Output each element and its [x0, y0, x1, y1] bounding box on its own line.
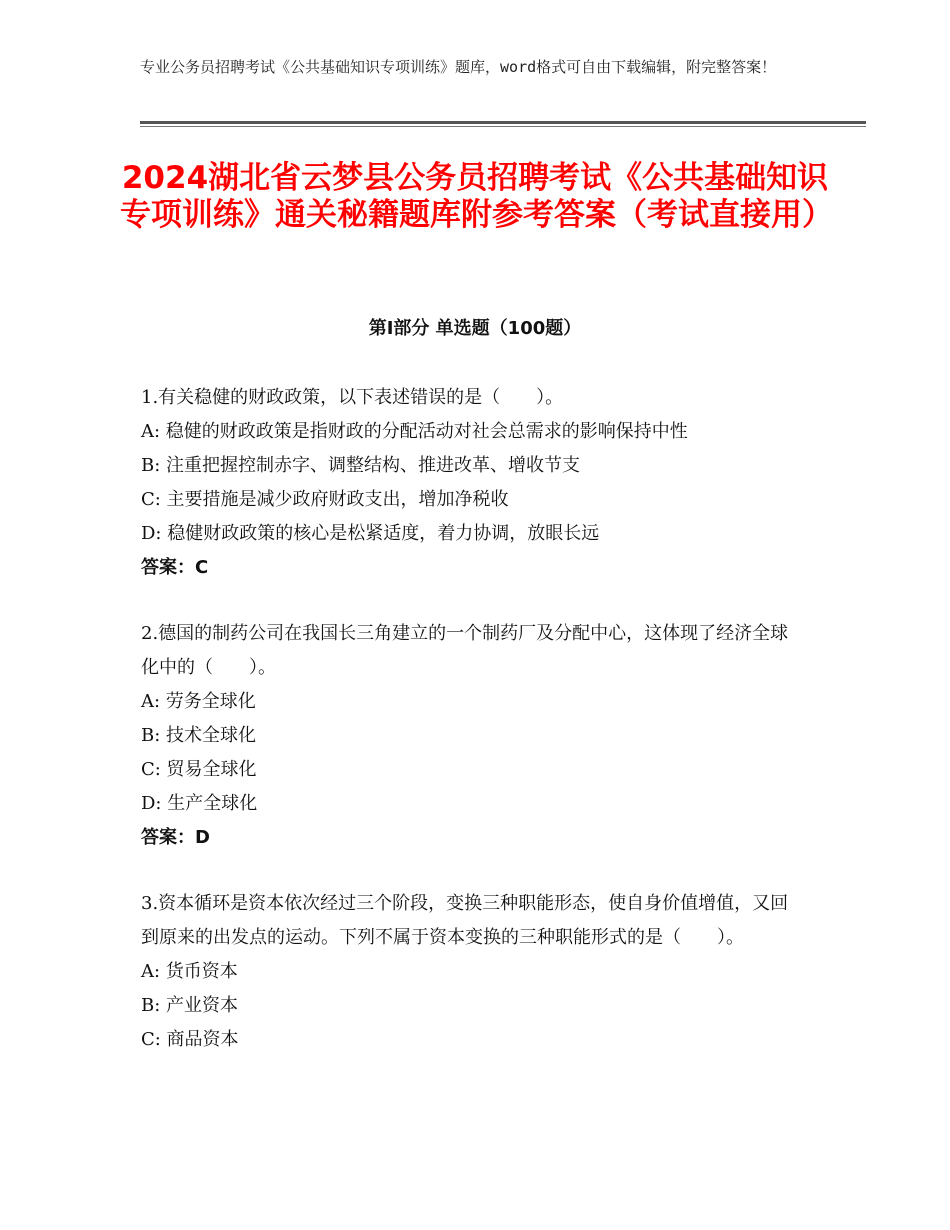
header-note: 专业公务员招聘考试《公共基础知识专项训练》题库，word格式可自由下载编辑，附完整答案！: [140, 58, 777, 76]
question-3: [141, 887, 806, 1057]
question-stem: 2.德国的制药公司在我国长三角建立的一个制药厂及分配中心，这体现了经济全球化中的（ ）。: [141, 623, 789, 678]
header-rule-thick: [140, 121, 866, 124]
option-a: A: 稳健的财政政策是指财政的分配活动对社会总需求的影响保持中性: [141, 421, 688, 442]
section-heading: 第Ⅰ部分 单选题（100题）: [368, 318, 582, 339]
option-d: D: 稳健财政政策的核心是松紧适度，着力协调，放眼长远: [141, 523, 600, 544]
answer-label: 答案：D: [141, 827, 210, 848]
option-d: D: 生产全球化: [141, 793, 258, 814]
answer-label: 答案：C: [141, 557, 209, 578]
option-b: B: 技术全球化: [141, 725, 257, 746]
question-stem: 1.有关稳健的财政政策，以下表述错误的是（ ）。: [141, 387, 564, 408]
option-b: B: 产业资本: [141, 995, 239, 1016]
option-b: B: 注重把握控制赤字、调整结构、推进改革、增收节支: [141, 455, 581, 476]
option-c: C: 贸易全球化: [141, 759, 257, 780]
question-list: [141, 381, 806, 1089]
option-a: A: 劳务全球化: [141, 691, 256, 712]
option-c: C: 主要措施是减少政府财政支出，增加净税收: [141, 489, 509, 510]
header-rule-thin: [140, 126, 866, 127]
option-a: A: 货币资本: [141, 961, 238, 982]
question-stem: 3.资本循环是资本依次经过三个阶段，变换三种职能形态，使自身价值增值，又回到原来的出发点的运动。下列不属于资本变换的三种职能形式的是（ ）。: [141, 893, 789, 948]
document-title: 2024湖北省云梦县公务员招聘考试《公共基础知识专项训练》通关秘籍题库附参考答案（考试直接用）: [120, 160, 833, 233]
question-1: [141, 381, 806, 585]
option-c: C: 商品资本: [141, 1029, 239, 1050]
question-2: [141, 617, 806, 855]
